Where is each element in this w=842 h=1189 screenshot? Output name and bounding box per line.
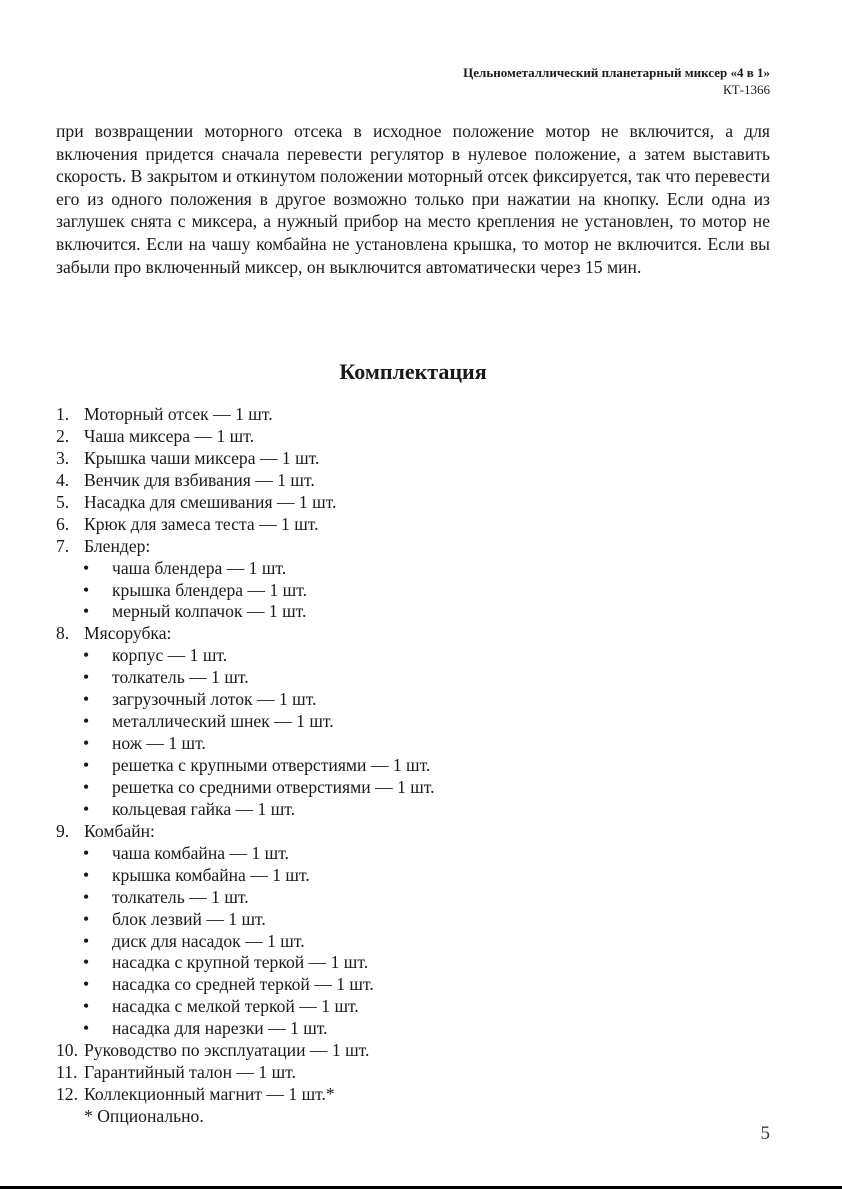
list-subitem xyxy=(56,558,756,580)
list-item-text: Крюк для замеса теста — 1 шт. xyxy=(84,513,319,534)
list-item-text: Комбайн: xyxy=(84,820,155,841)
header-model-number: КТ-1366 xyxy=(723,82,770,97)
list-item xyxy=(56,492,756,514)
list-subitem xyxy=(56,996,756,1018)
list-item-text: насадка с крупной теркой — 1 шт. xyxy=(112,952,369,973)
list-item-text: Насадка для смешивания — 1 шт. xyxy=(84,491,337,512)
bullet-icon: • xyxy=(83,645,90,666)
list-item-text: крышка блендера — 1 шт. xyxy=(112,579,307,600)
list-item xyxy=(56,1040,756,1062)
running-header xyxy=(463,64,770,98)
list-subitem xyxy=(56,843,756,865)
bullet-icon: • xyxy=(83,601,90,622)
list-item xyxy=(56,404,756,426)
list-item xyxy=(56,623,756,645)
list-item xyxy=(56,1084,756,1106)
bullet-icon: • xyxy=(83,733,90,754)
bullet-icon: • xyxy=(83,798,90,819)
list-item xyxy=(56,448,756,470)
bullet-icon: • xyxy=(83,974,90,995)
body-paragraph: при возвращении моторного отсека в исходное положение мотор не включится, а для включения придется сначала перевести регулятор в нулевое положение, а затем выставить скорость. В закрытом и откинутом положении моторный отсек фиксируется, так что перевести его из одного положения в другое возможно только при нажатии на кнопку. Если одна из заглушек снята с миксера, а нужный прибор на место крепления не установлен, то мотор не включится. Если на чашу комбайна не установлена крышка, то мотор не включится. Если вы забыли про включенный миксер, он выключится автоматически через 15 мин. xyxy=(56,121,770,277)
list-item-text: решетка с крупными отверстиями — 1 шт. xyxy=(112,755,431,775)
footnote: * Опционально. xyxy=(84,1106,204,1126)
bullet-icon: • xyxy=(83,557,90,578)
list-item-text: Чаша миксера — 1 шт. xyxy=(84,425,254,446)
bullet-icon: • xyxy=(83,864,90,885)
list-item-text: металлический шнек — 1 шт. xyxy=(112,711,334,732)
list-item-text: Коллекционный магнит — 1 шт.* xyxy=(84,1084,335,1105)
bullet-icon: • xyxy=(83,755,90,775)
list-item-number: 1. xyxy=(56,404,70,424)
contents-list xyxy=(56,404,756,1128)
list-subitem xyxy=(56,711,756,733)
list-item-text: решетка со средними отверстиями — 1 шт. xyxy=(112,776,435,797)
bullet-icon: • xyxy=(83,711,90,732)
header-product-title: Цельнометаллический планетарный миксер «4 в 1» xyxy=(463,65,770,80)
list-subitem xyxy=(56,1018,756,1040)
list-item-text: крышка комбайна — 1 шт. xyxy=(112,864,310,885)
list-item xyxy=(56,1062,756,1084)
list-item-number: 9. xyxy=(56,820,70,841)
list-subitem xyxy=(56,909,756,931)
list-item-number: 6. xyxy=(56,513,70,534)
list-item-text: блок лезвий — 1 шт. xyxy=(112,908,266,929)
list-item-text: Гарантийный талон — 1 шт. xyxy=(84,1062,296,1083)
list-item-text: Венчик для взбивания — 1 шт. xyxy=(84,469,315,490)
list-subitem xyxy=(56,689,756,711)
list-item xyxy=(56,426,756,448)
page-number: 5 xyxy=(760,1123,770,1144)
list-subitem xyxy=(56,931,756,953)
list-item-text: насадка для нарезки — 1 шт. xyxy=(112,1018,328,1039)
bullet-icon: • xyxy=(83,776,90,797)
section-title: Комплектация xyxy=(339,359,487,384)
list-item-text: насадка с мелкой теркой — 1 шт. xyxy=(112,996,359,1017)
list-item-text: чаша блендера — 1 шт. xyxy=(112,557,287,578)
list-subitem xyxy=(56,667,756,689)
list-item-text: чаша комбайна — 1 шт. xyxy=(112,842,289,863)
list-subitem xyxy=(56,887,756,909)
bullet-icon: • xyxy=(83,579,90,600)
bullet-icon: • xyxy=(83,667,90,688)
list-item-text: толкатель — 1 шт. xyxy=(112,667,249,688)
bullet-icon: • xyxy=(83,886,90,907)
list-item-text: Моторный отсек — 1 шт. xyxy=(84,404,273,424)
list-subitem xyxy=(56,601,756,623)
list-item-number: 11. xyxy=(56,1062,78,1083)
bullet-icon: • xyxy=(83,1018,90,1039)
list-subitem xyxy=(56,580,756,602)
list-item-text: Блендер: xyxy=(84,535,151,556)
list-item-text: Руководство по эксплуатации — 1 шт. xyxy=(84,1040,370,1061)
list-item-text: Мясорубка: xyxy=(84,623,172,644)
list-subitem xyxy=(56,799,756,821)
list-item-text: диск для насадок — 1 шт. xyxy=(112,930,305,951)
list-item-text: корпус — 1 шт. xyxy=(112,645,228,666)
list-item xyxy=(56,821,756,843)
list-item-number: 7. xyxy=(56,535,70,556)
bullet-icon: • xyxy=(83,930,90,951)
list-item-number: 10. xyxy=(56,1040,78,1061)
list-item-text: кольцевая гайка — 1 шт. xyxy=(112,798,296,819)
list-subitem xyxy=(56,645,756,667)
list-item-text: загрузочный лоток — 1 шт. xyxy=(112,689,317,710)
list-item-text: толкатель — 1 шт. xyxy=(112,886,249,907)
list-item-number: 3. xyxy=(56,447,70,468)
list-item-text: мерный колпачок — 1 шт. xyxy=(112,601,307,622)
bullet-icon: • xyxy=(83,689,90,710)
list-item xyxy=(56,470,756,492)
list-item-number: 5. xyxy=(56,491,70,512)
list-subitem xyxy=(56,777,756,799)
list-subitem xyxy=(56,733,756,755)
list-item-text: насадка со средней теркой — 1 шт. xyxy=(112,974,374,995)
list-item-text: Крышка чаши миксера — 1 шт. xyxy=(84,447,320,468)
list-item-number: 4. xyxy=(56,469,70,490)
list-item-number: 12. xyxy=(56,1084,78,1105)
list-item xyxy=(56,536,756,558)
list-item-text: нож — 1 шт. xyxy=(112,733,206,754)
list-subitem xyxy=(56,974,756,996)
bullet-icon: • xyxy=(83,842,90,863)
list-subitem xyxy=(56,865,756,887)
bullet-icon: • xyxy=(83,908,90,929)
list-subitem xyxy=(56,755,756,777)
list-item-number: 2. xyxy=(56,425,70,446)
bullet-icon: • xyxy=(83,952,90,973)
list-item xyxy=(56,514,756,536)
list-item-number: 8. xyxy=(56,623,70,644)
list-subitem xyxy=(56,952,756,974)
bullet-icon: • xyxy=(83,996,90,1017)
